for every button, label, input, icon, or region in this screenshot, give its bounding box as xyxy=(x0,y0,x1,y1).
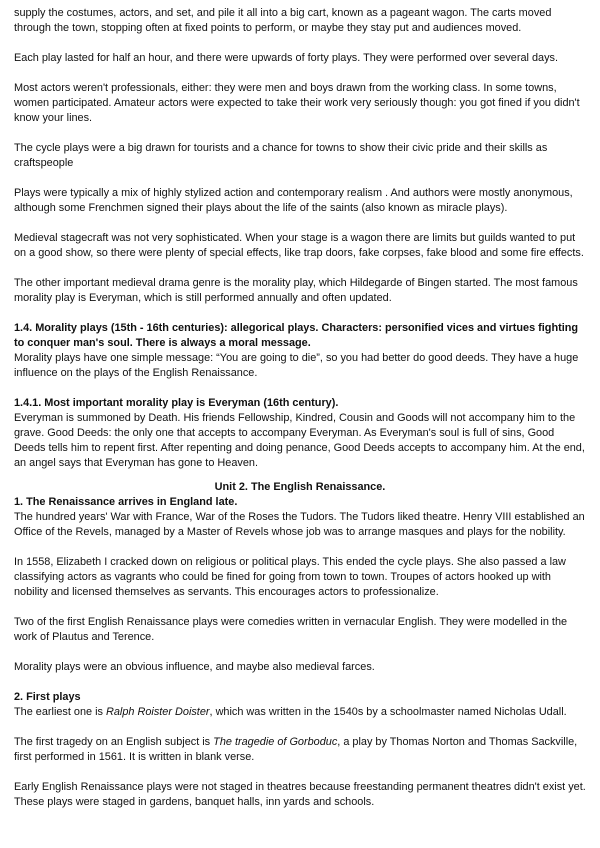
heading-first-plays: 2. First plays xyxy=(14,691,81,703)
paragraph-tudors: The hundred years' War with France, War of the Roses the Tudors. The Tudors liked theatre. Henry VIII established an Office of the Revels, managed by a Master of Revels whose job was to arrange masques and plays for the nobility. xyxy=(14,511,585,538)
text-run: , which was written in the 1540s by a schoolmaster named Nicholas Udall. xyxy=(209,706,567,718)
paragraph-first-comedies: Two of the first English Renaissance plays were comedies written in vernacular English. They were modelled in the work of Plautus and Terence. xyxy=(14,616,568,643)
paragraph-amateur-actors: Most actors weren't professionals, either: they were men and boys drawn from the working class. In some towns, women participated. Amateur actors were expected to take their work very seriously though: you got fined if you didn't know your lines. xyxy=(14,82,580,124)
heading-everyman: 1.4.1. Most important morality play is Everyman (16th century). xyxy=(14,397,339,409)
paragraph-influences: Morality plays were an obvious influence, and maybe also medieval farces. xyxy=(14,661,375,673)
paragraph-staging-venues: Early English Renaissance plays were not staged in theatres because freestanding permanent theatres didn't exist yet. These plays were staged in gardens, banquet halls, inn yards and schools. xyxy=(14,781,586,808)
unit-title: Unit 2. The English Renaissance. xyxy=(214,481,386,493)
play-title-gorboduc: The tragedie of Gorboduc xyxy=(213,736,338,748)
heading-renaissance-arrives: 1. The Renaissance arrives in England late. xyxy=(14,496,238,508)
text-run: The earliest one is xyxy=(14,706,107,718)
spacer xyxy=(14,471,586,480)
paragraph-cycle-plays: The cycle plays were a big drawn for tourists and a chance for towns to show their civic pride and their skills as craftspeople xyxy=(14,142,548,169)
paragraph-pageant-wagon: supply the costumes, actors, and set, and pile it all into a big cart, known as a pageant wagon. The carts moved through the town, stopping often at fixed points to perform, or maybe they stay put and audiences moved. xyxy=(14,7,552,34)
paragraph-elizabeth: In 1558, Elizabeth I cracked down on religious or political plays. This ended the cycle plays. She also passed a law classifying actors as vagrants who could be fined for going from town to town. Troupes of actors hooked up with nobility and licensed themselves as servants. This encourages actors to professionalize. xyxy=(14,556,566,598)
paragraph-morality-genre: The other important medieval drama genre is the morality play, which Hildegarde of Bingen started. The most famous morality play is Everyman, which is still performed annually and often updated. xyxy=(14,277,578,304)
paragraph-stagecraft: Medieval stagecraft was not very sophisticated. When your stage is a wagon there are limits but guilds wanted to put on a good show, so there were plenty of special effects, like trap doors, fake corpses, fake blood and some fire effects. xyxy=(14,232,584,259)
heading-morality-plays: 1.4. Morality plays (15th - 16th centuries): allegorical plays. Characters: personified vices and virtues fighting to conquer man's soul. There is always a moral message. xyxy=(14,322,579,349)
paragraph-first-tragedy xyxy=(14,735,586,765)
play-title-ralph-roister-doister: Ralph Roister Doister xyxy=(106,706,210,718)
paragraph-earliest-play xyxy=(14,705,586,720)
paragraph-play-style: Plays were typically a mix of highly stylized action and contemporary realism . And authors were mostly anonymous, although some Frenchmen signed their plays about the life of the saints (also known as miracle plays). xyxy=(14,187,573,214)
paragraph-morality-message: Morality plays have one simple message: “You are going to die”, so you had better do good deeds. They have a huge influence on the plays of the English Renaissance. xyxy=(14,352,579,379)
paragraph-play-length: Each play lasted for half an hour, and there were upwards of forty plays. They were performed over several days. xyxy=(14,52,559,64)
text-run: The first tragedy on an English subject is xyxy=(14,736,214,748)
paragraph-everyman-summary: Everyman is summoned by Death. His friends Fellowship, Kindred, Cousin and Goods will not accompany him to the grave. Good Deeds: the only one that accepts to accompany Everyman. As Everyman's soul is full of sins, Good Deeds tells him to repent first. After repenting and doing penance, Good Deeds accepts to accompany him. At the end, an angel says that Everyman has gone to Heaven. xyxy=(14,412,585,469)
text-run: , a play by Thomas Norton and Thomas Sackville, first performed in 1561. It is written in blank verse. xyxy=(14,736,578,763)
